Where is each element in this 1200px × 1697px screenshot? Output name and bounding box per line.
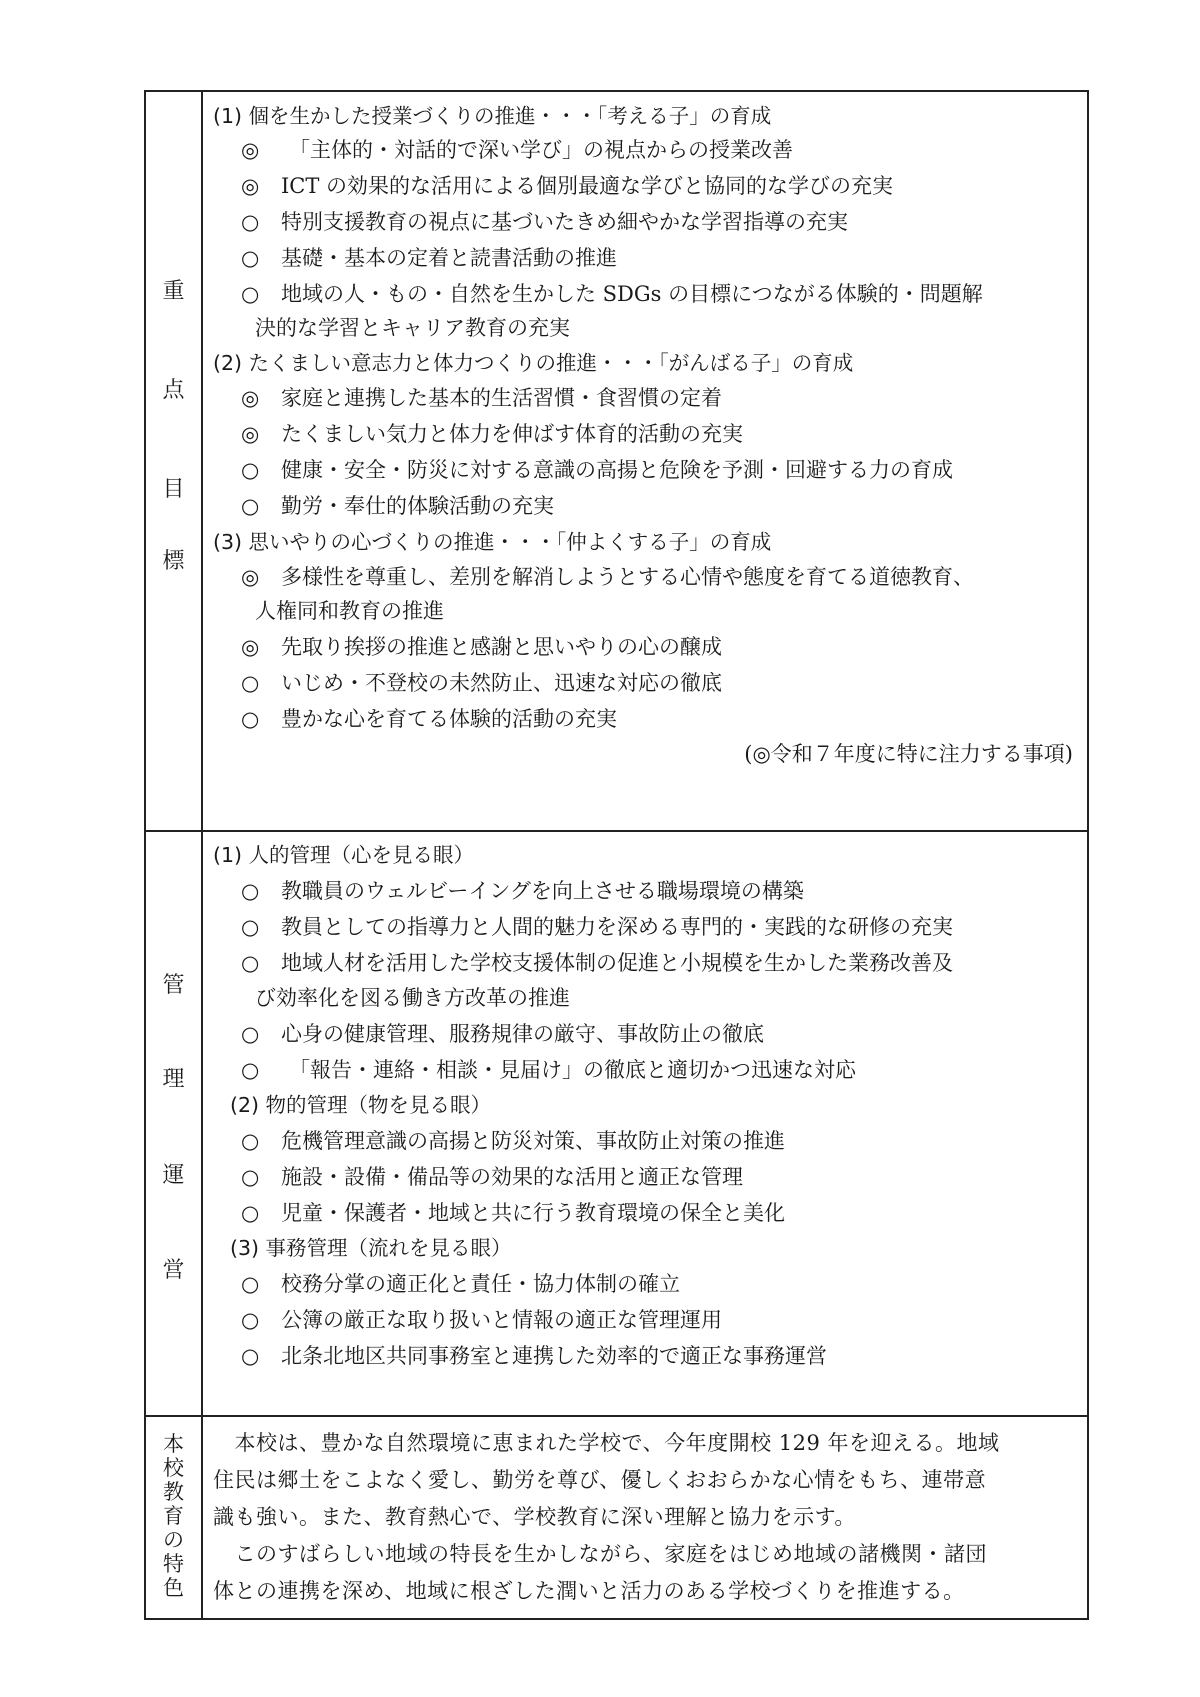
bullet-text: 施設・設備・備品等の効果的な活用と適正な管理 — [281, 1165, 743, 1189]
bullet-mark: ◎ — [241, 174, 260, 198]
bullet-mark: ○ — [241, 1058, 260, 1082]
bullet-text: 豊かな心を育てる体験的活動の充実 — [281, 707, 617, 731]
bullet-text: 心身の健康管理、服務規律の厳守、事故防止の徹底 — [281, 1022, 764, 1046]
label-char: 点 — [162, 378, 185, 403]
bullet-mark: ◎ — [241, 422, 260, 446]
school-features-row — [146, 1417, 1087, 1618]
bullet-text: 「主体的・対話的で深い学び」の視点からの授業改善 — [289, 138, 793, 162]
bullet-mark: ◎ — [241, 565, 260, 589]
bullet-text: ICT の効果的な活用による個別最適な学びと協同的な学びの充実 — [281, 174, 894, 198]
section-heading: (1) 人的管理（心を見る眼） — [213, 843, 475, 867]
label-char: 管 — [162, 973, 185, 998]
section-heading: (2) 物的管理（物を見る眼） — [230, 1093, 492, 1117]
bullet-text: 児童・保護者・地域と共に行う教育環境の保全と美化 — [281, 1201, 785, 1225]
paragraph-line: このすばらしい地域の特長を生かしながら、家庭をはじめ地域の諸機関・諸団 — [213, 1542, 987, 1566]
bullet-text: たくましい気力と体力を伸ばす体育的活動の充実 — [281, 422, 743, 446]
label-char: 教 — [163, 1480, 184, 1504]
label-char: 営 — [162, 1258, 185, 1283]
label-char: 育 — [163, 1504, 184, 1528]
bullet-text: いじめ・不登校の未然防止、迅速な対応の徹底 — [281, 671, 722, 695]
bullet-text: 危機管理意識の高揚と防災対策、事故防止対策の推進 — [281, 1129, 785, 1153]
bullet-mark: ○ — [241, 1272, 260, 1296]
bullet-text: 地域人材を活用した学校支援体制の促進と小規模を生かした業務改善及 — [281, 951, 953, 975]
bullet-mark: ○ — [241, 879, 260, 903]
bullet-mark: ○ — [241, 494, 260, 518]
bullet-text: 多様性を尊重し、差別を解消しようとする心情や態度を育てる道徳教育、 — [281, 565, 974, 589]
bullet-text: 家庭と連携した基本的生活習慣・食習慣の定着 — [281, 386, 722, 410]
bullet-mark: ○ — [241, 915, 260, 939]
label-char: 本 — [163, 1432, 184, 1456]
bullet-text: 健康・安全・防災に対する意識の高揚と危険を予測・回避する力の育成 — [281, 458, 953, 482]
school-features-content — [203, 1417, 1087, 1618]
bullet-text: 先取り挨拶の推進と感謝と思いやりの心の醸成 — [281, 635, 722, 659]
bullet-mark: ○ — [241, 671, 260, 695]
label-char: 色 — [163, 1576, 184, 1600]
bullet-text: 北条北地区共同事務室と連携した効率的で適正な事務運営 — [281, 1344, 827, 1368]
bullet-mark: ○ — [241, 707, 260, 731]
bullet-mark: ◎ — [241, 386, 260, 410]
management-content — [203, 832, 1087, 1415]
bullet-mark: ○ — [241, 1165, 260, 1189]
bullet-text: 校務分掌の適正化と責任・協力体制の確立 — [281, 1272, 680, 1296]
bullet-mark: ○ — [241, 210, 260, 234]
focus-goals-content — [203, 92, 1087, 830]
bullet-text: 公簿の厳正な取り扱いと情報の適正な管理運用 — [281, 1308, 722, 1332]
bullet-text: 勤労・奉仕的体験活動の充実 — [281, 494, 554, 518]
section-heading: (3) 事務管理（流れを見る眼） — [230, 1236, 512, 1260]
paragraph-line: 体との連携を深め、地域に根ざした潤いと活力のある学校づくりを推進する。 — [213, 1579, 965, 1603]
bullet-text: 特別支援教育の視点に基づいたきめ細やかな学習指導の充実 — [281, 210, 848, 234]
bullet-text-continued: び効率化を図る働き方改革の推進 — [255, 986, 570, 1010]
bullet-mark: ○ — [241, 458, 260, 482]
bullet-text: 基礎・基本の定着と読書活動の推進 — [281, 246, 617, 270]
management-label — [146, 832, 203, 1415]
bullet-mark: ○ — [241, 282, 260, 306]
focus-goals-label — [146, 92, 203, 830]
bullet-mark: ◎ — [241, 635, 260, 659]
label-char: 標 — [162, 549, 185, 574]
priority-note: (◎令和７年度に特に注力する事項) — [744, 742, 1073, 766]
label-char: 理 — [162, 1067, 185, 1092]
label-char: 運 — [162, 1163, 185, 1188]
paragraph-line: 識も強い。また、教育熱心で、学校教育に深い理解と協力を示す。 — [213, 1505, 856, 1529]
focus-goals-row — [146, 92, 1087, 832]
label-char: 特 — [163, 1552, 184, 1576]
bullet-mark: ○ — [241, 1022, 260, 1046]
bullet-text: 教員としての指導力と人間的魅力を深める専門的・実践的な研修の充実 — [281, 915, 953, 939]
section-heading: (3) 思いやりの心づくりの推進・・・「仲よくする子」の育成 — [213, 530, 772, 554]
school-features-label — [146, 1417, 203, 1618]
school-plan-table — [144, 90, 1089, 1620]
label-char: 校 — [163, 1456, 184, 1480]
bullet-text-continued: 決的な学習とキャリア教育の充実 — [255, 316, 570, 340]
bullet-mark: ○ — [241, 1308, 260, 1332]
paragraph-line: 本校は、豊かな自然環境に恵まれた学校で、今年度開校 129 年を迎える。地域 — [213, 1431, 1000, 1455]
label-char: 重 — [162, 279, 185, 304]
bullet-mark: ○ — [241, 951, 260, 975]
label-char: の — [163, 1528, 184, 1552]
management-row — [146, 832, 1087, 1417]
bullet-text: 地域の人・もの・自然を生かした SDGs の目標につながる体験的・問題解 — [281, 282, 983, 306]
bullet-mark: ○ — [241, 246, 260, 270]
bullet-text: 教職員のウェルビーイングを向上させる職場環境の構築 — [281, 879, 804, 903]
bullet-text-continued: 人権同和教育の推進 — [255, 599, 444, 623]
bullet-mark: ◎ — [241, 138, 260, 162]
section-heading: (1) 個を生かした授業づくりの推進・・・「考える子」の育成 — [213, 104, 772, 128]
bullet-mark: ○ — [241, 1129, 260, 1153]
label-char: 目 — [162, 477, 185, 502]
paragraph-line: 住民は郷土をこよなく愛し、勤労を尊び、優しくおおらかな心情をもち、連帯意 — [213, 1468, 987, 1492]
bullet-mark: ○ — [241, 1201, 260, 1225]
section-heading: (2) たくましい意志力と体力つくりの推進・・・「がんばる子」の育成 — [213, 351, 854, 375]
bullet-text: 「報告・連絡・相談・見届け」の徹底と適切かつ迅速な対応 — [289, 1058, 856, 1082]
bullet-mark: ○ — [241, 1344, 260, 1368]
